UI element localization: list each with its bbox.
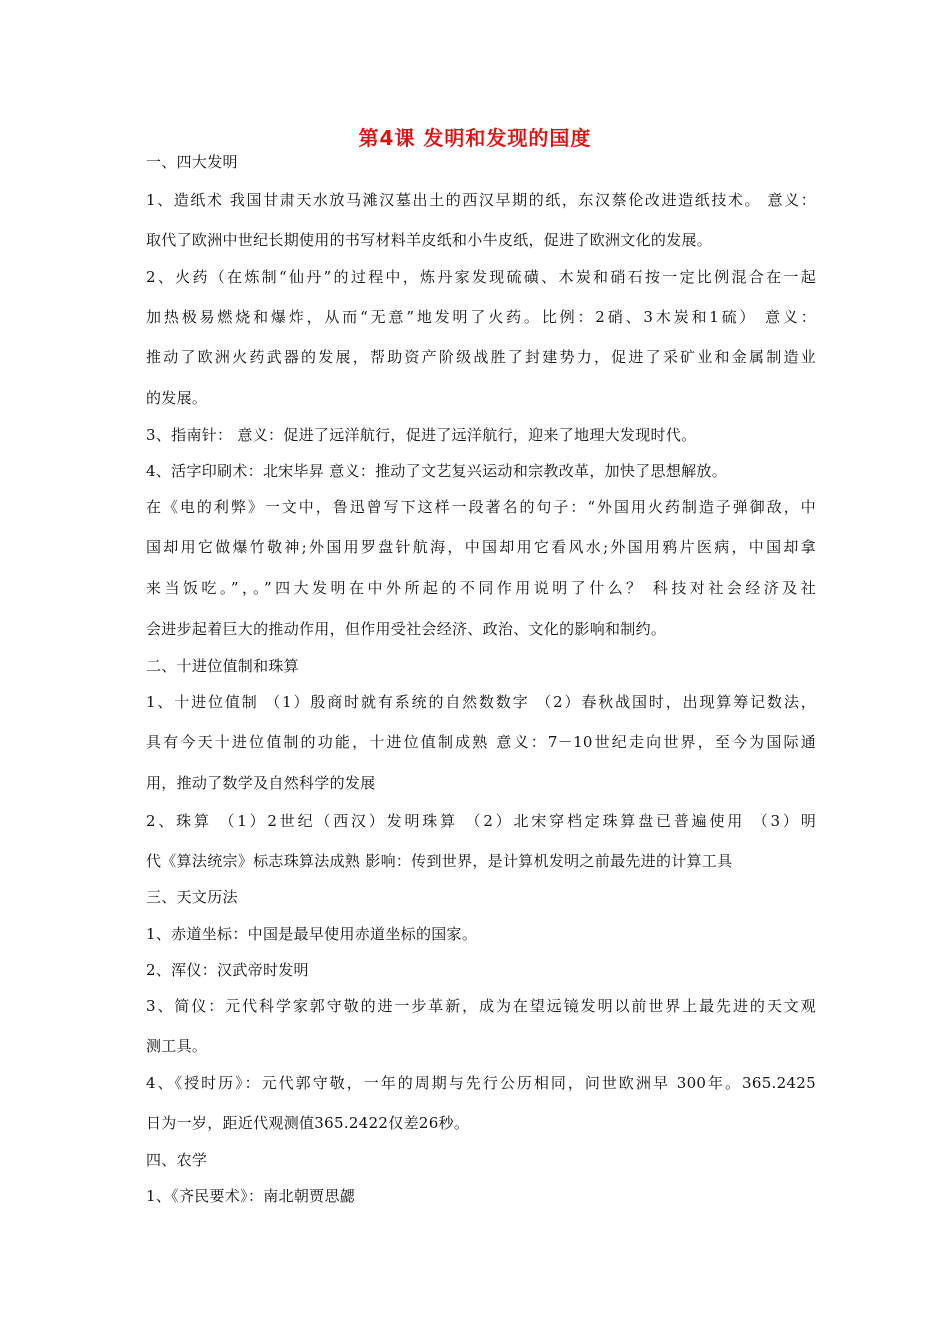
paragraph-line: 用，推动了数学及自然科学的发展 — [146, 774, 376, 792]
paragraph-line: 取代了欧洲中世纪长期使用的书写材料羊皮纸和小牛皮纸，促进了欧洲文化的发展。 — [146, 231, 713, 249]
paragraph-line: 的发展。 — [146, 389, 208, 407]
paragraph-line: 1、造纸术 我国甘肃天水放马滩汉墓出土的西汉早期的纸，东汉蔡伦改进造纸技术。 意义： — [146, 191, 816, 209]
section-heading: 四、农学 — [146, 1151, 208, 1169]
page-title: 第4课 发明和发现的国度 — [358, 126, 592, 150]
paragraph-line: 4、《授时历》：元代郭守敬，一年的周期与先行公历相同，问世欧洲早 300年。365.2425 — [146, 1074, 816, 1092]
paragraph-line: 推动了欧洲火药武器的发展，帮助资产阶级战胜了封建势力，促进了采矿业和金属制造业 — [146, 348, 816, 366]
paragraph-line: 测工具。 — [146, 1037, 208, 1055]
paragraph-line: 日为一岁，距近代观测值365.2422仅差26秒。 — [146, 1114, 470, 1132]
paragraph-line: 1、《齐民要术》：南北朝贾思勰 — [146, 1187, 356, 1205]
paragraph-line: 3、简仪：元代科学家郭守敬的进一步革新，成为在望远镜发明以前世界上最先进的天文观 — [146, 997, 816, 1015]
paragraph-line: 3、指南针： 意义：促进了远洋航行，促进了远洋航行，迎来了地理大发现时代。 — [146, 426, 697, 444]
paragraph-line: 会进步起着巨大的推动作用，但作用受社会经济、政治、文化的影响和制约。 — [146, 620, 667, 638]
paragraph-line: 具有今天十进位值制的功能，十进位值制成熟 意义：7－10世纪走向世界，至今为国际通 — [146, 733, 816, 751]
paragraph-line: 2、火药（在炼制“仙丹”的过程中，炼丹家发现硫磺、木炭和硝石按一定比例混合在一起 — [146, 268, 816, 286]
paragraph-line: 2、浑仪：汉武帝时发明 — [146, 961, 309, 979]
paragraph-line: 国却用它做爆竹敬神;外国用罗盘针航海，中国却用它看风水;外国用鸦片医病，中国却拿 — [146, 538, 816, 556]
paragraph-line: 在《电的利弊》一文中，鲁迅曾写下这样一段著名的句子：“外国用火药制造子弹御敌，中 — [146, 498, 816, 516]
paragraph-line: 代《算法统宗》标志珠算法成熟 影响：传到世界，是计算机发明之前最先进的计算工具 — [146, 852, 733, 870]
paragraph-line: 来当饭吃。”，。”四大发明在中外所起的不同作用说明了什么？ 科技对社会经济及社 — [146, 579, 816, 597]
paragraph-line: 1、十进位值制 （1）殷商时就有系统的自然数数字 （2）春秋战国时，出现算筹记数法， — [146, 693, 816, 711]
paragraph-line: 加热极易燃烧和爆炸，从而“无意”地发明了火药。比例：2硝、3木炭和1硫） 意义： — [146, 308, 816, 326]
section-heading: 三、天文历法 — [146, 888, 238, 906]
section-heading: 一、四大发明 — [146, 153, 238, 171]
paragraph-line: 1、赤道坐标：中国是最早使用赤道坐标的国家。 — [146, 925, 478, 943]
section-heading: 二、十进位值制和珠算 — [146, 657, 300, 675]
paragraph-line: 4、活字印刷术：北宋毕昇 意义：推动了文艺复兴运动和宗教改革，加快了思想解放。 — [146, 462, 728, 480]
paragraph-line: 2、珠算 （1）2世纪（西汉）发明珠算 （2）北宋穿档定珠算盘已普遍使用 （3）明 — [146, 812, 816, 830]
